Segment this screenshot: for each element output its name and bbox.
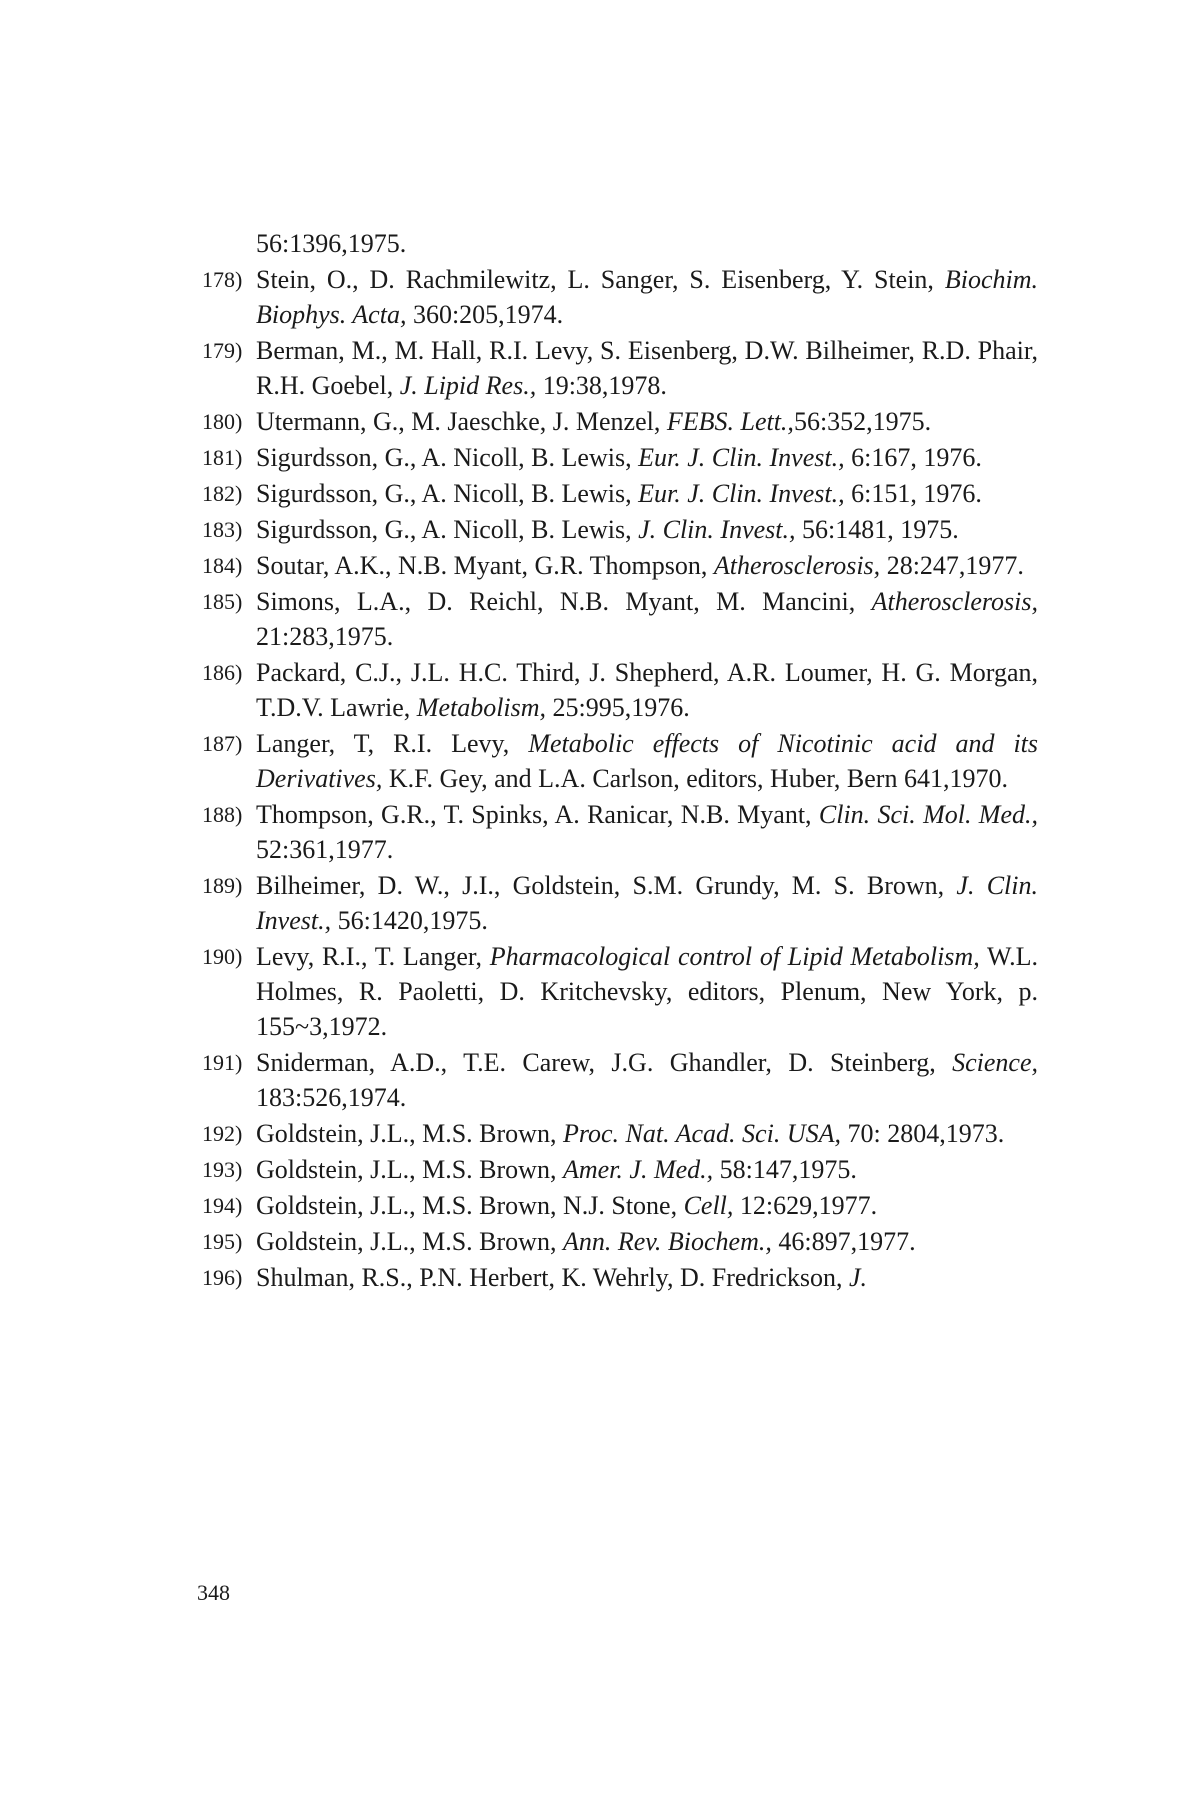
reference-source-title: Atherosclerosis, — [871, 587, 1038, 616]
reference-number: 192) — [202, 1121, 243, 1146]
reference-segment: 70: 2804,1973. — [840, 1119, 1005, 1148]
reference-entry — [202, 1116, 1038, 1151]
reference-segment: Sniderman, A.D., T.E. Carew, J.G. Ghandler, D. Steinberg, — [256, 1048, 953, 1077]
reference-segment: 56:1481, 1975. — [795, 515, 959, 544]
reference-text — [256, 939, 1038, 1044]
reference-source-title: Atherosclerosis, — [713, 551, 881, 580]
reference-source-title: J. — [848, 1263, 868, 1292]
reference-segment: Goldstein, J.L., M.S. Brown, — [256, 1155, 563, 1184]
reference-text — [256, 655, 1038, 725]
reference-segment: Sigurdsson, G., A. Nicoll, B. Lewis, — [256, 479, 639, 508]
reference-segment: Goldstein, J.L., M.S. Brown, — [256, 1227, 563, 1256]
reference-number: 186) — [202, 660, 243, 685]
reference-text — [256, 797, 1038, 867]
reference-text — [256, 584, 1038, 654]
reference-segment: Shulman, R.S., P.N. Herbert, K. Wehrly, D. Fredrickson, — [256, 1263, 849, 1292]
reference-source-title: Metabolic effects of Nicotinic acid and its Derivatives, — [256, 729, 1039, 793]
reference-entry — [202, 584, 1038, 654]
reference-segment: 56:352,1975. — [793, 407, 932, 436]
reference-list — [202, 226, 1039, 1296]
reference-source-title: Ann. Rev. Biochem., — [562, 1227, 772, 1256]
reference-entry — [202, 512, 1038, 547]
reference-segment: 19:38,1978. — [536, 371, 667, 400]
reference-number: 181) — [202, 445, 243, 470]
reference-source-title: Eur. J. Clin. Invest., — [638, 479, 845, 508]
reference-entry — [202, 726, 1039, 796]
reference-segment: 183:526,1974. — [256, 1083, 407, 1112]
reference-text — [256, 333, 1038, 403]
reference-segment: Packard, C.J., J.L. H.C. Third, J. Shepherd, A.R. Loumer, H. G. Morgan, T.D.V. Lawrie, — [256, 658, 1038, 722]
reference-segment: Berman, M., M. Hall, R.I. Levy, S. Eisenberg, D.W. Bilheimer, R.D. Phair, R.H. Goebel, — [256, 336, 1038, 400]
reference-source-title: J. Clin. Invest., — [638, 515, 796, 544]
reference-number: 195) — [202, 1229, 243, 1254]
reference-entry — [202, 404, 1038, 439]
reference-entry — [202, 868, 1038, 938]
reference-segment: Simons, L.A., D. Reichl, N.B. Myant, M. Mancini, — [256, 587, 872, 616]
reference-text — [256, 440, 1038, 475]
reference-number: 179) — [202, 338, 243, 363]
reference-segment: Sigurdsson, G., A. Nicoll, B. Lewis, — [256, 515, 639, 544]
reference-number: 194) — [202, 1193, 243, 1218]
reference-segment: Sigurdsson, G., A. Nicoll, B. Lewis, — [256, 443, 639, 472]
reference-source-title: Clin. Sci. Mol. Med., — [818, 800, 1038, 829]
reference-number: 180) — [202, 409, 243, 434]
reference-source-title: J. Clin. Invest., — [256, 871, 1038, 935]
reference-segment: 21:283,1975. — [256, 622, 394, 651]
reference-entry — [202, 476, 1038, 511]
reference-number: 184) — [202, 553, 243, 578]
reference-number: 189) — [202, 873, 243, 898]
reference-source-title: J. Lipid Res., — [399, 371, 537, 400]
reference-entry — [202, 333, 1038, 403]
reference-number: 193) — [202, 1157, 243, 1182]
reference-number: 196) — [202, 1265, 243, 1290]
reference-text — [256, 1152, 1038, 1187]
reference-segment: 58:147,1975. — [713, 1155, 857, 1184]
reference-entry — [202, 939, 1038, 1044]
page-number: 348 — [197, 1580, 230, 1605]
reference-source-title: Amer. J. Med., — [562, 1155, 714, 1184]
reference-segment: W.L. Holmes, R. Paoletti, D. Kritchevsky, editors, Plenum, New York, p. 155~3,1972. — [256, 942, 1038, 1041]
reference-text — [256, 868, 1038, 938]
reference-text — [256, 1260, 1038, 1295]
reference-segment: K.F. Gey, and L.A. Carlson, editors, Huber, Bern 641,1970. — [382, 764, 1008, 793]
reference-text — [256, 1045, 1038, 1115]
reference-source-title: FEBS. Lett., — [666, 407, 794, 436]
reference-segment: Stein, O., D. Rachmilewitz, L. Sanger, S. Eisenberg, Y. Stein, — [256, 265, 945, 294]
reference-segment: Utermann, G., M. Jaeschke, J. Menzel, — [256, 407, 667, 436]
reference-text — [256, 476, 1038, 511]
reference-source-title: Biochim. Biophys. Acta, — [256, 265, 1038, 329]
reference-text — [256, 262, 1038, 332]
reference-entry — [202, 1045, 1038, 1115]
reference-number: 187) — [202, 731, 243, 756]
reference-segment: Soutar, A.K., N.B. Myant, G.R. Thompson, — [256, 551, 714, 580]
reference-source-title: Proc. Nat. Acad. Sci. USA, — [562, 1119, 841, 1148]
reference-segment: 360:205,1974. — [406, 300, 564, 329]
reference-segment: 46:897,1977. — [771, 1227, 916, 1256]
reference-number: 183) — [202, 517, 243, 542]
reference-source-title: Metabolism, — [416, 693, 547, 722]
reference-segment: Goldstein, J.L., M.S. Brown, — [256, 1119, 563, 1148]
reference-source-title: Science, — [952, 1048, 1038, 1077]
reference-number: 178) — [202, 267, 243, 292]
reference-number: 182) — [202, 481, 243, 506]
reference-source-title: Eur. J. Clin. Invest., — [638, 443, 845, 472]
reference-segment: Levy, R.I., T. Langer, — [256, 942, 490, 971]
reference-text — [256, 1224, 1038, 1259]
reference-number: 188) — [202, 802, 243, 827]
reference-text — [256, 1188, 1038, 1223]
reference-text — [256, 1116, 1038, 1151]
reference-entry — [202, 440, 1038, 475]
reference-text — [256, 548, 1038, 583]
reference-number: 185) — [202, 589, 243, 614]
reference-segment: 28:247,1977. — [880, 551, 1024, 580]
reference-segment: Goldstein, J.L., M.S. Brown, N.J. Stone, — [256, 1191, 684, 1220]
reference-text — [256, 512, 1038, 547]
reference-segment: Langer, T, R.I. Levy, — [256, 729, 529, 758]
reference-number: 191) — [202, 1050, 243, 1075]
reference-segment: Bilheimer, D. W., J.I., Goldstein, S.M. Grundy, M. S. Brown, — [256, 871, 957, 900]
reference-entry — [202, 655, 1038, 725]
reference-number: 190) — [202, 944, 243, 969]
reference-entry — [202, 797, 1038, 867]
reference-segment: 6:167, 1976. — [844, 443, 982, 472]
reference-segment: Thompson, G.R., T. Spinks, A. Ranicar, N.B. Myant, — [256, 800, 819, 829]
reference-text — [256, 726, 1038, 796]
reference-entry — [202, 1152, 1038, 1187]
reference-entry — [202, 1224, 1038, 1259]
reference-entry — [202, 1188, 1038, 1223]
reference-entry — [202, 262, 1038, 332]
reference-source-title: Pharmacological control of Lipid Metabolism, — [489, 942, 980, 971]
reference-text — [256, 404, 1038, 439]
reference-continuation: 56:1396,1975. — [256, 229, 407, 258]
reference-segment: 56:1420,1975. — [331, 906, 488, 935]
reference-segment: 52:361,1977. — [256, 835, 394, 864]
reference-source-title: Cell, — [683, 1191, 734, 1220]
reference-entry — [202, 548, 1038, 583]
reference-segment: 6:151, 1976. — [844, 479, 982, 508]
reference-segment: 12:629,1977. — [733, 1191, 878, 1220]
reference-entry — [202, 1260, 1038, 1295]
reference-segment: 25:995,1976. — [546, 693, 690, 722]
